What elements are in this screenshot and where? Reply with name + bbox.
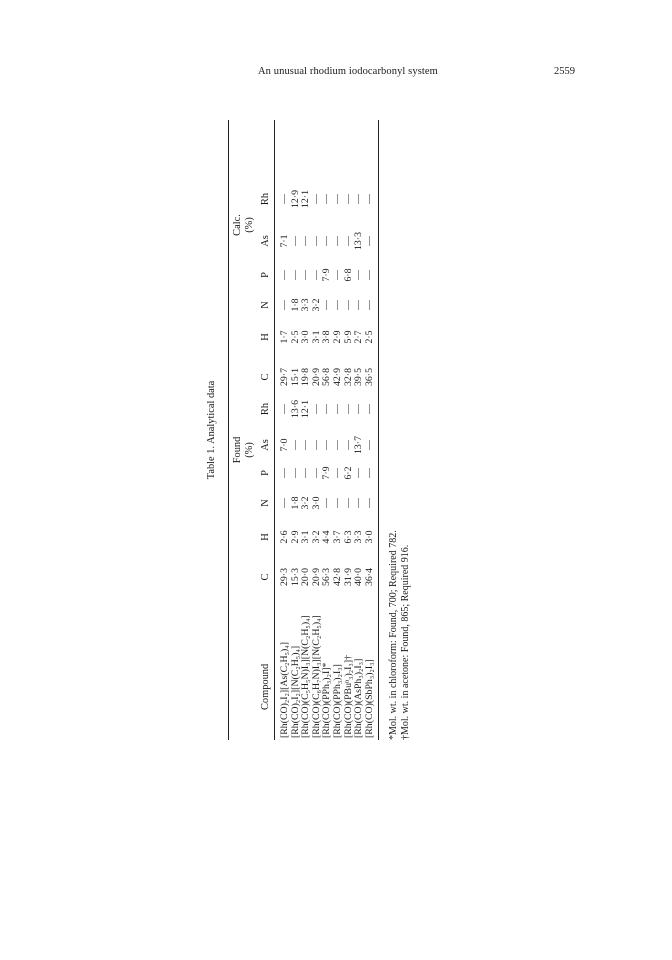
- calc-value-cell: —: [342, 194, 354, 204]
- header-rule: [274, 120, 275, 740]
- col-header-calc-h: H: [260, 333, 271, 341]
- found-value-cell: 3·2: [310, 530, 322, 544]
- found-value-cell: 29·3: [279, 568, 290, 586]
- found-value-cell: 20·9: [310, 568, 322, 586]
- table-row: [333, 120, 344, 740]
- calc-value-cell: 36·5: [363, 368, 375, 386]
- calc-value-cell: —: [310, 236, 322, 246]
- calc-value-cell: 3·8: [321, 330, 333, 344]
- found-value-cell: —: [300, 440, 312, 450]
- calc-value-cell: 3·1: [310, 330, 322, 344]
- found-value-cell: —: [279, 404, 290, 414]
- calc-value-cell: —: [363, 300, 375, 310]
- calc-value-cell: 2·9: [332, 330, 343, 344]
- col-header-found-as: As: [260, 439, 271, 451]
- found-value-cell: 7·0: [279, 438, 290, 452]
- calc-value-cell: 56·8: [321, 368, 333, 386]
- calc-value-cell: 2·5: [363, 330, 375, 344]
- running-head: An unusual rhodium iodocarbonyl system: [258, 66, 438, 77]
- calc-group-header: [232, 170, 256, 280]
- analytical-data-table: [150, 120, 430, 740]
- found-value-cell: 3·0: [363, 530, 375, 544]
- calc-value-cell: 7·1: [279, 234, 290, 248]
- calc-value-cell: —: [310, 270, 322, 280]
- found-value-cell: 3·1: [300, 530, 312, 544]
- calc-value-cell: —: [279, 300, 290, 310]
- calc-value-cell: —: [353, 194, 365, 204]
- col-header-calc-as: As: [260, 235, 271, 247]
- col-header-calc-c: C: [260, 373, 271, 381]
- found-value-cell: 6·3: [342, 530, 354, 544]
- found-value-cell: 56·3: [321, 568, 333, 586]
- calc-value-cell: —: [279, 194, 290, 204]
- found-value-cell: —: [321, 440, 333, 450]
- calc-value-cell: —: [363, 236, 375, 246]
- calc-value-cell: —: [321, 194, 333, 204]
- calc-value-cell: —: [332, 236, 343, 246]
- calc-value-cell: 29·7: [279, 368, 290, 386]
- col-header-found-n: N: [260, 499, 271, 507]
- table-caption: Table 1. Analytical data: [206, 380, 217, 480]
- footnote-mol-wt-chloroform: *Mol. wt. in chloroform: Found, 700; Required 782.: [388, 530, 399, 740]
- found-label: Found: [232, 436, 243, 464]
- col-header-found-h: H: [260, 533, 271, 541]
- table-row: [365, 120, 376, 740]
- calc-value-cell: —: [289, 236, 301, 246]
- found-value-cell: —: [321, 404, 333, 414]
- found-value-cell: —: [310, 440, 322, 450]
- found-value-cell: 3·0: [310, 496, 322, 510]
- footnote-mol-wt-acetone: †Mol. wt. in acetone: Found, 865; Required 916.: [400, 544, 411, 740]
- calc-value-cell: 32·8: [342, 368, 354, 386]
- found-value-cell: 15·3: [289, 568, 301, 586]
- table-row: [322, 120, 333, 740]
- calc-value-cell: 20·9: [310, 368, 322, 386]
- col-header-found-p: P: [260, 470, 271, 476]
- found-value-cell: —: [310, 404, 322, 414]
- calc-value-cell: 7·9: [321, 268, 333, 282]
- calc-value-cell: 42·9: [332, 368, 343, 386]
- found-value-cell: 3·3: [353, 530, 365, 544]
- found-value-cell: 4·4: [321, 530, 333, 544]
- calc-value-cell: —: [342, 236, 354, 246]
- found-value-cell: 3·2: [300, 496, 312, 510]
- found-value-cell: —: [363, 404, 375, 414]
- calc-value-cell: 1·7: [279, 330, 290, 344]
- calc-value-cell: —: [332, 194, 343, 204]
- compound-cell: [Rh(CO)(PBuⁿ₃)₂I₃]†: [342, 655, 354, 738]
- calc-value-cell: 12·1: [300, 190, 312, 208]
- compound-cell: [Rh(CO)₂I₂][N(C₂H₅)₄]: [289, 645, 301, 738]
- compound-cell: [Rh(CO)₂I₂][As(C₂H₅)₄]: [279, 642, 290, 738]
- found-value-cell: 6·2: [342, 466, 354, 480]
- calc-unit: (%): [244, 217, 255, 233]
- found-value-cell: 20·0: [300, 568, 312, 586]
- calc-value-cell: 2·5: [289, 330, 301, 344]
- found-value-cell: 13·7: [353, 436, 365, 454]
- found-value-cell: —: [332, 498, 343, 508]
- found-value-cell: 3·7: [332, 530, 343, 544]
- calc-value-cell: —: [353, 300, 365, 310]
- table-row: [280, 120, 291, 740]
- calc-value-cell: —: [279, 270, 290, 280]
- found-value-cell: 42·8: [332, 568, 343, 586]
- calc-value-cell: —: [321, 236, 333, 246]
- calc-value-cell: —: [289, 270, 301, 280]
- col-header-found-c: C: [260, 573, 271, 581]
- found-value-cell: 36·4: [363, 568, 375, 586]
- found-value-cell: —: [332, 468, 343, 478]
- found-value-cell: —: [279, 468, 290, 478]
- calc-value-cell: 13·3: [353, 232, 365, 250]
- calc-value-cell: —: [300, 236, 312, 246]
- compound-cell: [Rh(CO)(PPh₃)₂I]*: [321, 662, 333, 738]
- calc-value-cell: —: [363, 270, 375, 280]
- table-bottom-rule: [378, 120, 379, 740]
- found-value-cell: 2·9: [289, 530, 301, 544]
- compound-cell: [Rh(CO)(C₅H₅N)I₃][N(C₂H₅)₄]: [300, 615, 312, 738]
- found-value-cell: —: [342, 498, 354, 508]
- found-unit: (%): [244, 442, 255, 458]
- calc-value-cell: —: [321, 300, 333, 310]
- found-value-cell: —: [353, 498, 365, 508]
- calc-value-cell: —: [310, 194, 322, 204]
- calc-value-cell: 19·8: [300, 368, 312, 386]
- found-value-cell: —: [342, 404, 354, 414]
- table-row: [344, 120, 355, 740]
- col-header-compound: Compound: [260, 663, 271, 710]
- found-value-cell: 1·8: [289, 496, 301, 510]
- calc-value-cell: —: [363, 194, 375, 204]
- calc-value-cell: —: [300, 270, 312, 280]
- calc-value-cell: 12·9: [289, 190, 301, 208]
- found-value-cell: —: [363, 468, 375, 478]
- found-value-cell: 12·1: [300, 400, 312, 418]
- found-value-cell: —: [363, 498, 375, 508]
- col-header-calc-p: P: [260, 272, 271, 278]
- calc-value-cell: —: [353, 270, 365, 280]
- found-value-cell: —: [342, 440, 354, 450]
- calc-value-cell: 1·8: [289, 298, 301, 312]
- calc-value-cell: 3·2: [310, 298, 322, 312]
- found-value-cell: —: [332, 440, 343, 450]
- calc-value-cell: 3·3: [300, 298, 312, 312]
- calc-value-cell: 15·1: [289, 368, 301, 386]
- calc-label: Calc.: [232, 214, 243, 236]
- table-row: [354, 120, 365, 740]
- calc-value-cell: —: [342, 300, 354, 310]
- calc-value-cell: 5·9: [342, 330, 354, 344]
- found-value-cell: 2·6: [279, 530, 290, 544]
- calc-value-cell: —: [332, 300, 343, 310]
- calc-value-cell: 2·7: [353, 330, 365, 344]
- found-value-cell: —: [279, 498, 290, 508]
- found-value-cell: —: [353, 404, 365, 414]
- compound-cell: [Rh(CO)(PPh₃)₂I₃]: [332, 664, 343, 738]
- found-value-cell: —: [289, 468, 301, 478]
- found-value-cell: 31·9: [342, 568, 354, 586]
- compound-cell: [Rh(CO)(AsPh₃)₂I₃]: [353, 658, 365, 738]
- found-value-cell: 40·0: [353, 568, 365, 586]
- col-header-calc-rh: Rh: [260, 192, 271, 206]
- calc-value-cell: 6·8: [342, 268, 354, 282]
- calc-value-cell: 3·0: [300, 330, 312, 344]
- calc-value-cell: 39·5: [353, 368, 365, 386]
- col-header-found-rh: Rh: [260, 402, 271, 416]
- col-header-calc-n: N: [260, 301, 271, 309]
- found-value-cell: —: [321, 498, 333, 508]
- table-top-rule: [228, 120, 229, 740]
- calc-value-cell: —: [332, 270, 343, 280]
- found-value-cell: —: [289, 440, 301, 450]
- found-value-cell: —: [332, 404, 343, 414]
- found-group-header: [232, 380, 256, 520]
- page-number: 2559: [554, 66, 575, 77]
- found-value-cell: —: [363, 440, 375, 450]
- table-row: [312, 120, 323, 740]
- found-value-cell: 7·9: [321, 466, 333, 480]
- compound-cell: [Rh(CO)(C₆H₇N)I₃][N(C₂H₅)₄]: [310, 615, 322, 738]
- compound-cell: [Rh(CO)(SbPh₃)₂I₃]: [363, 659, 375, 738]
- found-value-cell: —: [300, 468, 312, 478]
- found-value-cell: 13·6: [289, 400, 301, 418]
- found-value-cell: —: [310, 468, 322, 478]
- found-value-cell: —: [353, 468, 365, 478]
